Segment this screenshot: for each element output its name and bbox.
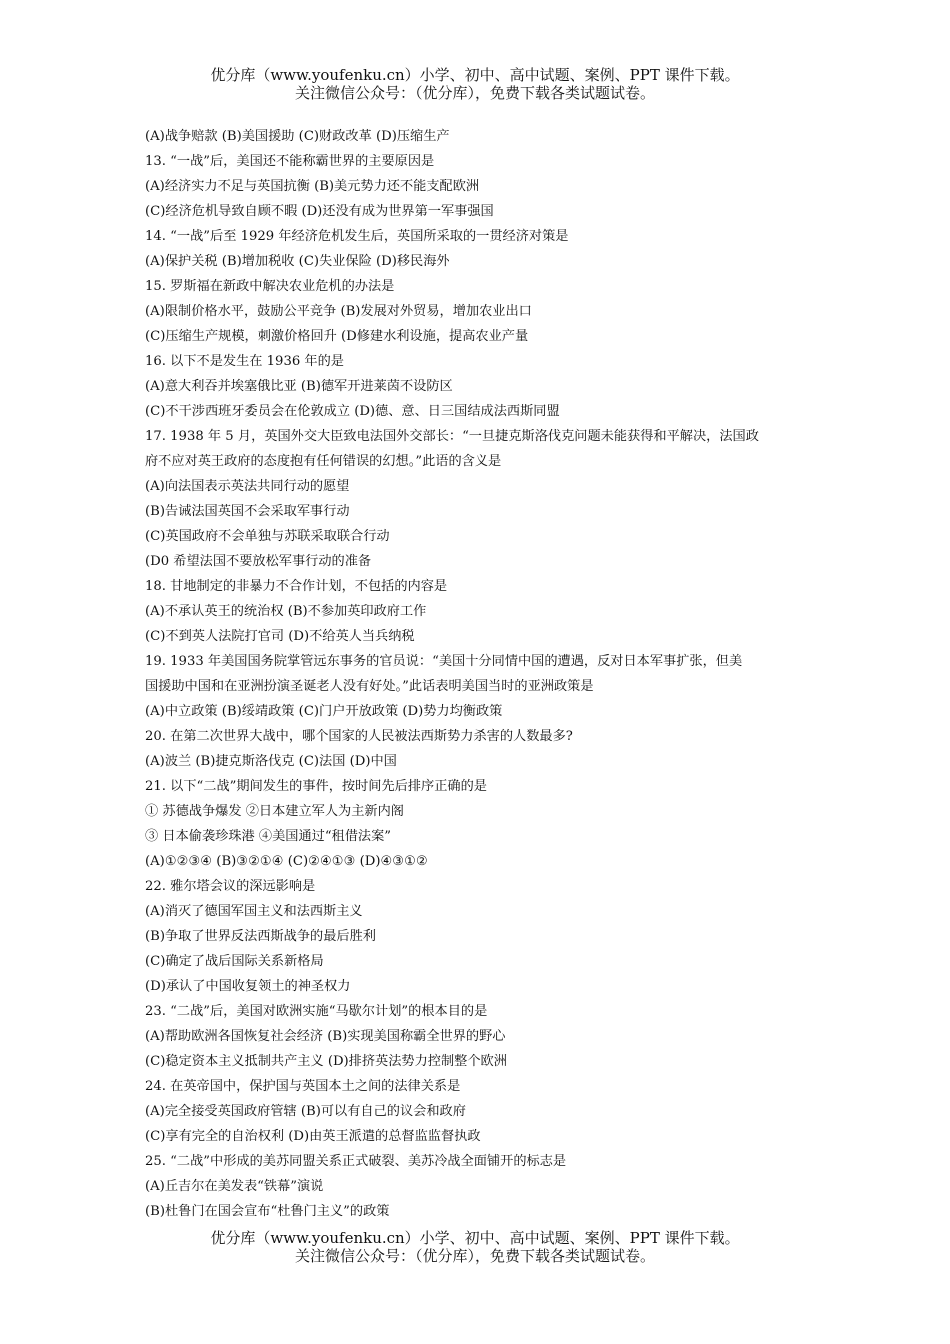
text-line: (A)经济实力不足与英国抗衡 (B)美元势力还不能支配欧洲 <box>145 179 480 194</box>
text-line: (A)完全接受英国政府管辖 (B)可以有自己的议会和政府 <box>145 1104 466 1119</box>
text-line: (C)确定了战后国际关系新格局 <box>145 954 324 969</box>
footer-line-1: 优分库（www.youfenku.cn）小学、初中、高中试题、案例、PPT 课件下载。 <box>210 1229 740 1247</box>
text-line: 25. “二战”中形成的美苏同盟关系正式破裂、美苏冷战全面铺开的标志是 <box>145 1154 567 1169</box>
text-line: ③ 日本偷袭珍珠港 ④美国通过“租借法案” <box>145 829 392 844</box>
text-line: 16. 以下不是发生在 1936 年的是 <box>145 354 344 369</box>
text-line: (A)帮助欧洲各国恢复社会经济 (B)实现美国称霸全世界的野心 <box>145 1029 506 1044</box>
text-line: (C)不到英人法院打官司 (D)不给英人当兵纳税 <box>145 629 415 644</box>
text-line: (B)杜鲁门在国会宣布“杜鲁门主义”的政策 <box>145 1204 390 1219</box>
text-line: (A)消灭了德国军国主义和法西斯主义 <box>145 904 363 919</box>
text-line: (A)①②③④ (B)③②①④ (C)②④①③ (D)④③①② <box>145 854 428 869</box>
text-line: 20. 在第二次世界大战中，哪个国家的人民被法西斯势力杀害的人数最多? <box>145 729 573 744</box>
text-line: 18. 甘地制定的非暴力不合作计划，不包括的内容是 <box>145 579 448 594</box>
text-line: (A)限制价格水平，鼓励公平竞争 (B)发展对外贸易，增加农业出口 <box>145 304 532 319</box>
text-line: (D)承认了中国收复领土的神圣权力 <box>145 979 351 994</box>
header-line-2: 关注微信公众号：（优分库），免费下载各类试题试卷。 <box>294 84 655 102</box>
text-line: 13. “一战”后，美国还不能称霸世界的主要原因是 <box>145 154 435 169</box>
text-line: (C)不干涉西班牙委员会在伦敦成立 (D)德、意、日三国结成法西斯同盟 <box>145 404 560 419</box>
header-line-1: 优分库（www.youfenku.cn）小学、初中、高中试题、案例、PPT 课件下载。 <box>210 66 740 84</box>
text-line: 15. 罗斯福在新政中解决农业危机的办法是 <box>145 279 395 294</box>
text-line: (C)英国政府不会单独与苏联采取联合行动 <box>145 529 390 544</box>
text-line: 24. 在英帝国中，保护国与英国本土之间的法律关系是 <box>145 1079 461 1094</box>
text-line: (A)向法国表示英法共同行动的愿望 <box>145 479 350 494</box>
page-footer <box>0 1229 950 1265</box>
text-line: (D0 希望法国不要放松军事行动的准备 <box>145 554 372 569</box>
text-line: (A)意大利吞并埃塞俄比亚 (B)德军开进莱茵不设防区 <box>145 379 453 394</box>
text-line: (C)经济危机导致自顾不暇 (D)还没有成为世界第一军事强国 <box>145 204 494 219</box>
text-line: (A)中立政策 (B)绥靖政策 (C)门户开放政策 (D)势力均衡政策 <box>145 704 503 719</box>
text-line: 19. 1933 年美国国务院掌管远东事务的官员说：“美国十分同情中国的遭遇，反对日本军事扩张，但美 <box>145 654 743 669</box>
footer-line-2: 关注微信公众号：（优分库），免费下载各类试题试卷。 <box>294 1247 655 1265</box>
text-line: (C)享有完全的自治权利 (D)由英王派遣的总督监监督执政 <box>145 1129 481 1144</box>
text-line: (A)保护关税 (B)增加税收 (C)失业保险 (D)移民海外 <box>145 254 450 269</box>
text-line: (A)不承认英王的统治权 (B)不参加英印政府工作 <box>145 604 427 619</box>
text-line: 22. 雅尔塔会议的深远影响是 <box>145 879 316 894</box>
text-line: (C)压缩生产规模，刺激价格回升 (D修建水利设施，提高农业产量 <box>145 329 529 344</box>
text-line: (C)稳定资本主义抵制共产主义 (D)排挤英法势力控制整个欧洲 <box>145 1054 507 1069</box>
text-line: (A)战争赔款 (B)美国援助 (C)财政改革 (D)压缩生产 <box>145 129 450 144</box>
document-body <box>145 124 825 1224</box>
text-line: (A)波兰 (B)捷克斯洛伐克 (C)法国 (D)中国 <box>145 754 397 769</box>
text-line: (B)争取了世界反法西斯战争的最后胜利 <box>145 929 376 944</box>
text-line: ① 苏德战争爆发 ②日本建立军人为主新内阁 <box>145 804 404 819</box>
text-line: 国援助中国和在亚洲扮演圣诞老人没有好处。”此话表明美国当时的亚洲政策是 <box>145 679 594 694</box>
text-line: 府不应对英王政府的态度抱有任何错误的幻想。”此语的含义是 <box>145 454 502 469</box>
text-line: 14. “一战”后至 1929 年经济危机发生后，英国所采取的一贯经济对策是 <box>145 229 569 244</box>
text-line: (A)丘吉尔在美发表“铁幕”演说 <box>145 1179 324 1194</box>
text-line: 21. 以下“二战”期间发生的事件，按时间先后排序正确的是 <box>145 779 487 794</box>
text-line: (B)告诫法国英国不会采取军事行动 <box>145 504 350 519</box>
text-line: 23. “二战”后，美国对欧洲实施“马歇尔计划”的根本目的是 <box>145 1004 488 1019</box>
page-header <box>0 66 950 102</box>
text-line: 17. 1938 年 5 月，英国外交大臣致电法国外交部长：“一旦捷克斯洛伐克问题未能获得和平解决，法国政 <box>145 429 759 444</box>
